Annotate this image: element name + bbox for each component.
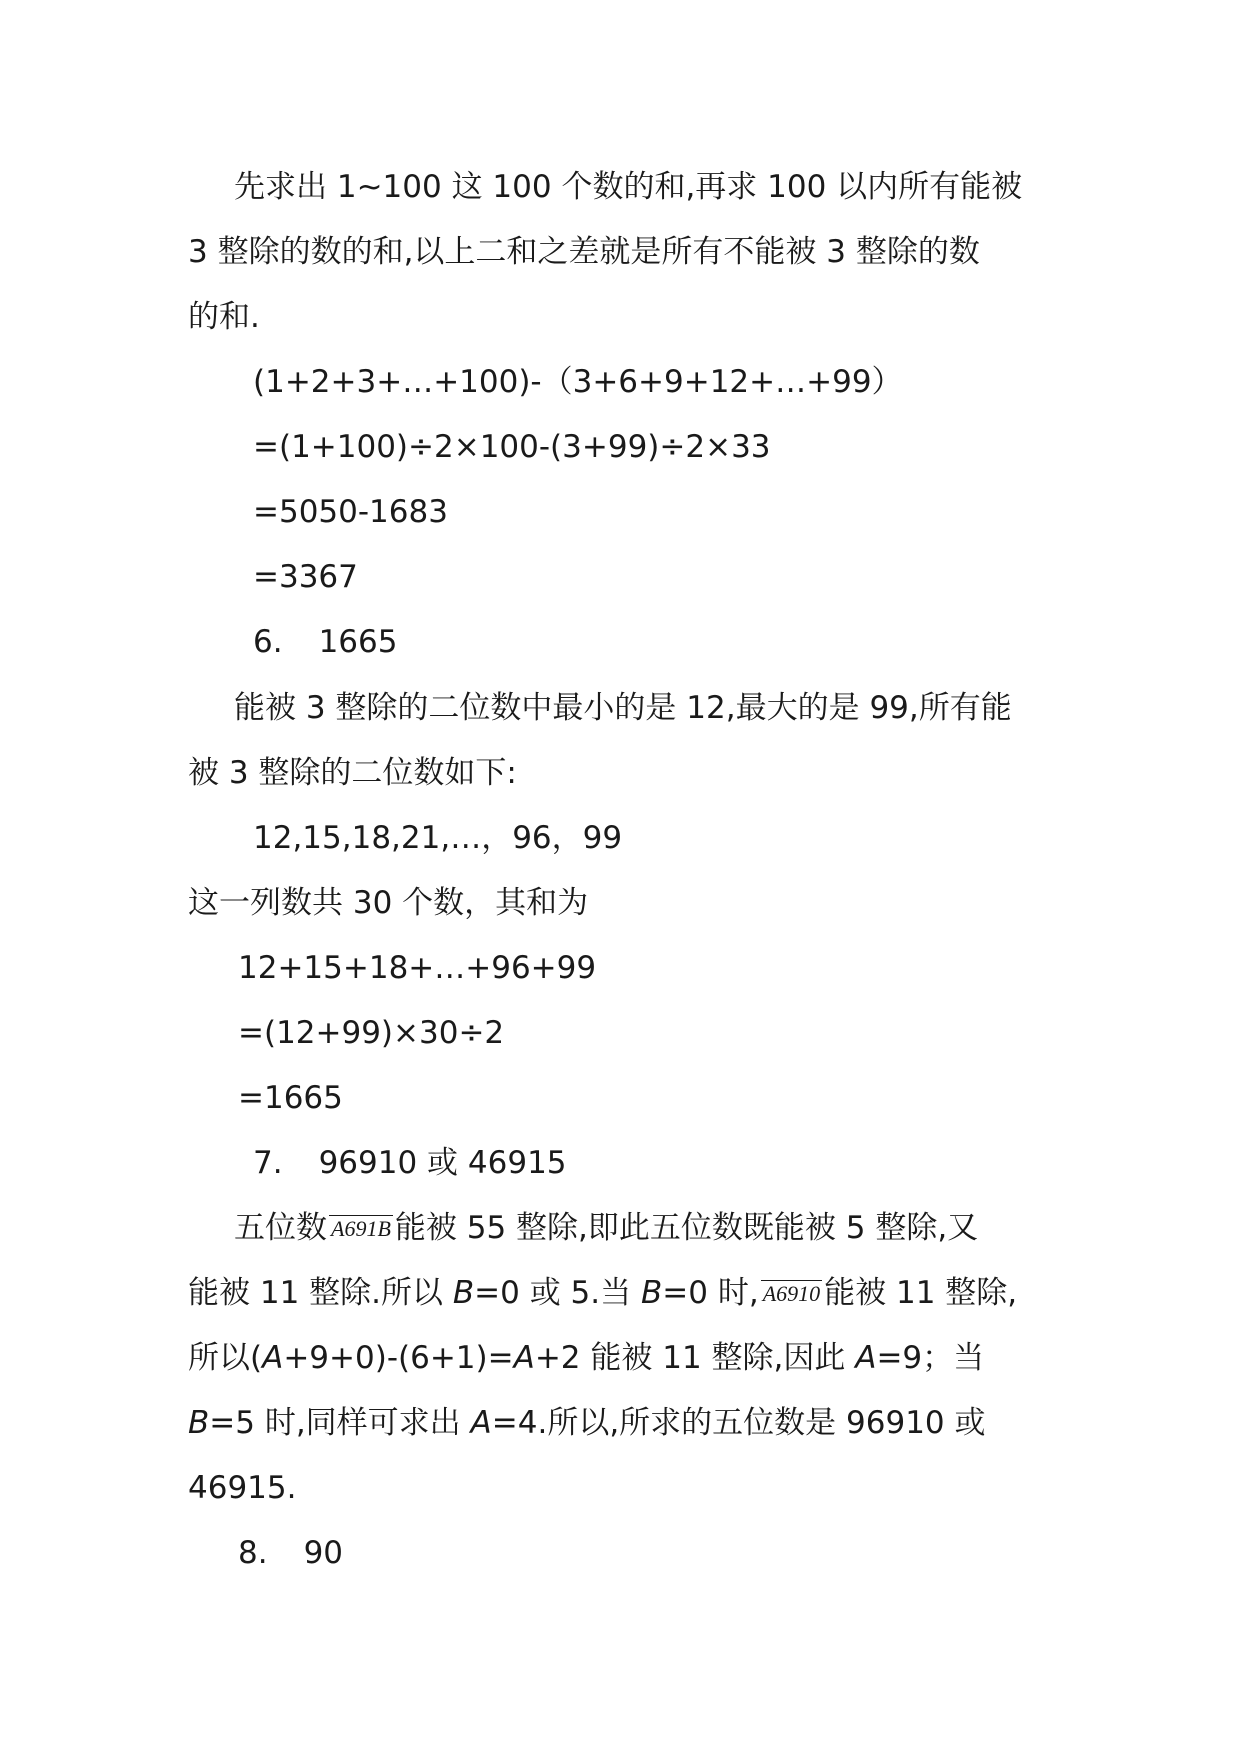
question-answer: 96910 或 46915 — [318, 1145, 567, 1181]
variable-a: A — [470, 1405, 492, 1441]
variable-a: A — [262, 1340, 284, 1376]
variable-b: B — [452, 1275, 475, 1311]
equation-line: (1+2+3+…+100)-（3+6+9+12+…+99） — [253, 364, 903, 400]
text-line: 的和. — [188, 299, 260, 335]
text-span: 能被 55 整除,即此五位数既能被 5 整除,又 — [394, 1210, 979, 1246]
text-span: +2 能被 11 整除,因此 — [534, 1340, 856, 1376]
question-8-header — [238, 1533, 343, 1573]
text-span: =9；当 — [876, 1340, 985, 1376]
question-6-header — [253, 622, 397, 662]
equation-line: =(1+100)÷2×100-(3+99)÷2×33 — [253, 429, 771, 465]
text-line — [188, 1338, 984, 1378]
question-answer: 90 — [303, 1535, 344, 1571]
text-line — [188, 1273, 1017, 1313]
equation-line: 12+15+18+…+96+99 — [238, 950, 597, 986]
number-sequence: 12,15,18,21,…，96，99 — [253, 820, 623, 856]
text-line: 先求出 1~100 这 100 个数的和,再求 100 以内所有能被 — [234, 169, 1023, 205]
equation-line: =5050-1683 — [253, 494, 448, 530]
variable-a: A — [513, 1340, 535, 1376]
text-span: 能被 11 整除.所以 — [188, 1275, 453, 1311]
text-span: 五位数 — [234, 1210, 327, 1246]
equation-line: =(12+99)×30÷2 — [238, 1015, 505, 1051]
text-span: =0 或 5.当 — [474, 1275, 641, 1311]
equation-line: =3367 — [253, 559, 358, 595]
text-line: 这一列数共 30 个数，其和为 — [188, 885, 589, 921]
question-7-header — [253, 1143, 567, 1183]
text-span: +9+0)-(6+1)= — [283, 1340, 514, 1376]
variable-b: B — [188, 1405, 210, 1441]
question-number: 7. — [253, 1145, 283, 1181]
question-number: 8. — [238, 1535, 268, 1571]
text-line — [188, 1403, 986, 1443]
text-line: 3 整除的数的和,以上二和之差就是所有不能被 3 整除的数 — [188, 234, 980, 270]
text-span: 所以( — [188, 1340, 263, 1376]
text-span: 能被 11 整除, — [824, 1275, 1018, 1311]
text-line: 能被 3 整除的二位数中最小的是 12,最大的是 99,所有能 — [234, 690, 1012, 726]
question-answer: 1665 — [318, 624, 398, 660]
variable-b: B — [641, 1275, 663, 1311]
variable-a: A — [855, 1340, 877, 1376]
overlined-number: A6910 — [762, 1281, 821, 1306]
text-span: =5 时,同样可求出 — [209, 1405, 471, 1441]
text-line: 46915. — [188, 1470, 297, 1506]
overlined-number: A691B — [331, 1216, 391, 1241]
text-span: =4.所以,所求的五位数是 96910 或 — [491, 1405, 986, 1441]
equation-line: =1665 — [238, 1080, 343, 1116]
text-line — [234, 1208, 978, 1248]
text-line: 被 3 整除的二位数如下: — [188, 755, 517, 791]
question-number: 6. — [253, 624, 283, 660]
text-span: =0 时, — [662, 1275, 759, 1311]
